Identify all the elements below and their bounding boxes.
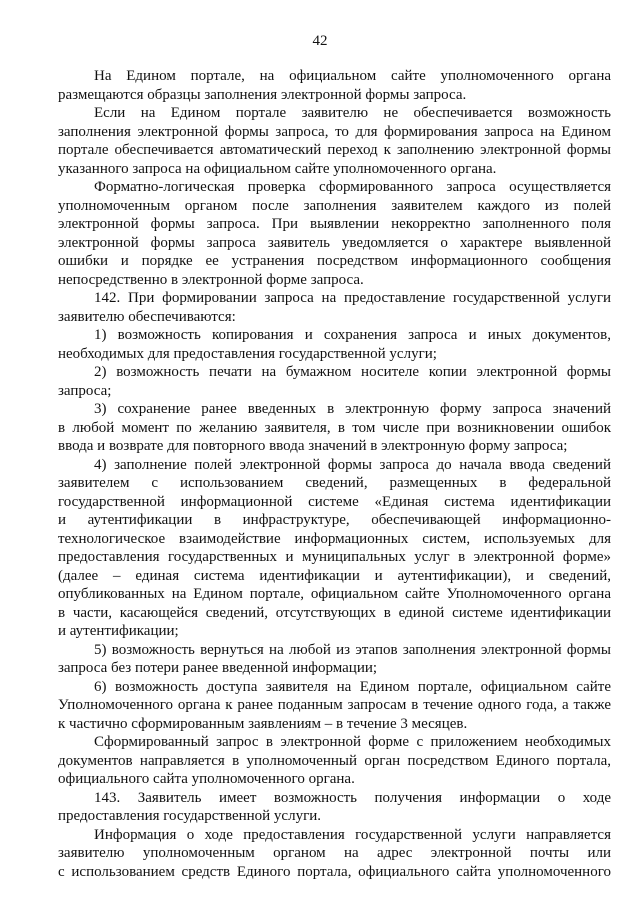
text-line: непосредственно в электронной форме запроса. xyxy=(58,271,364,288)
text-line: заявителю обеспечиваются: xyxy=(58,308,236,325)
text-line: и аутентификации в инфраструктуре, обеспечивающей информационно- xyxy=(58,512,611,528)
body-text xyxy=(58,67,611,881)
text-line: с использованием средств Единого портала, официального сайта уполномоченного xyxy=(58,863,611,880)
text-line: Если на Едином портале заявителю не обеспечивается возможность xyxy=(94,105,611,121)
page-number: 42 xyxy=(312,33,328,49)
text-line: заявителем с использованием сведений, размещенных в федеральной xyxy=(58,475,611,491)
text-line: указанного запроса на официальном сайте уполномоченного органа. xyxy=(58,160,497,177)
text-line: (далее – единая система идентификации и аутентификации), и сведений, xyxy=(58,567,611,584)
text-line: государственной информационной системе «Единая система идентификации xyxy=(58,493,611,510)
text-line: заполнения электронной формы запроса, то для формирования запроса на Едином xyxy=(58,123,611,140)
text-line: уполномоченным органом после заполнения заявителем каждого из полей xyxy=(58,197,611,214)
text-line: Форматно-логическая проверка сформированного запроса осуществляется xyxy=(94,179,611,195)
text-line: 5) возможность вернуться на любой из этапов заполнения электронной формы xyxy=(94,641,611,658)
text-line: размещаются образцы заполнения электронной формы запроса. xyxy=(58,86,467,103)
text-line: портале обеспечивается автоматический переход к заполнению электронной формы xyxy=(58,142,611,158)
text-line: опубликованных на Едином портале, официальном сайте Уполномоченного органа xyxy=(58,586,611,602)
text-line: запроса; xyxy=(58,382,112,399)
text-line: официального сайта уполномоченного органа. xyxy=(58,771,355,787)
text-line: ошибки и порядке ее устранения посредством информационного сообщения xyxy=(58,253,611,269)
text-line: электронной формы запроса. При выявлении некорректно заполненного поля xyxy=(58,216,611,232)
text-line: На Едином портале, на официальном сайте уполномоченного органа xyxy=(94,68,611,84)
text-line: в части, касающейся сведений, отсутствующих в единой системе идентификации xyxy=(58,604,611,621)
text-line: к частично сформированным заявлениям – в течение 3 месяцев. xyxy=(58,715,468,732)
text-line: 6) возможность доступа заявителя на Едином портале, официальном сайте xyxy=(94,678,611,695)
text-line: 1) возможность копирования и сохранения запроса и иных документов, xyxy=(94,327,611,343)
text-line: предоставления государственной услуги. xyxy=(58,808,322,824)
text-line: 143. Заявитель имеет возможность получения информации о ходе xyxy=(94,789,611,806)
text-line: 2) возможность печати на бумажном носителе копии электронной формы xyxy=(94,364,611,380)
text-line: 142. При формировании запроса на предоставление государственной услуги xyxy=(94,290,611,306)
text-line: ввода и возврате для повторного ввода значений в электронную форму запроса; xyxy=(58,438,568,454)
text-line: 3) сохранение ранее введенных в электронную форму запроса значений xyxy=(94,401,611,417)
text-line: электронной формы запроса заявитель уведомляется о характере выявленной xyxy=(58,234,611,251)
text-line: документов направляется в уполномоченный орган посредством Единого портала, xyxy=(58,752,611,769)
text-line: технологическое взаимодействие информационных систем, используемых для xyxy=(58,530,611,547)
text-line: Уполномоченного органа к ранее поданным запросам в течение одного года, а также xyxy=(58,697,611,713)
text-line: запроса без потери ранее введенной информации; xyxy=(58,660,378,676)
text-line: Информация о ходе предоставления государственной услуги направляется xyxy=(94,826,611,843)
text-line: необходимых для предоставления государственной услуги; xyxy=(58,345,437,362)
text-line: заявителю уполномоченным органом на адрес электронной почты или xyxy=(58,845,611,861)
text-line: и аутентификации; xyxy=(58,623,179,639)
text-line: в любой момент по желанию заявителя, в том числе при возникновении ошибок xyxy=(58,419,611,436)
text-line: предоставления государственных и муниципальных услуг в электронной форме» xyxy=(58,549,611,565)
text-line: Сформированный запрос в электронной форме с приложением необходимых xyxy=(94,734,611,750)
text-line: 4) заполнение полей электронной формы запроса до начала ввода сведений xyxy=(94,456,611,473)
